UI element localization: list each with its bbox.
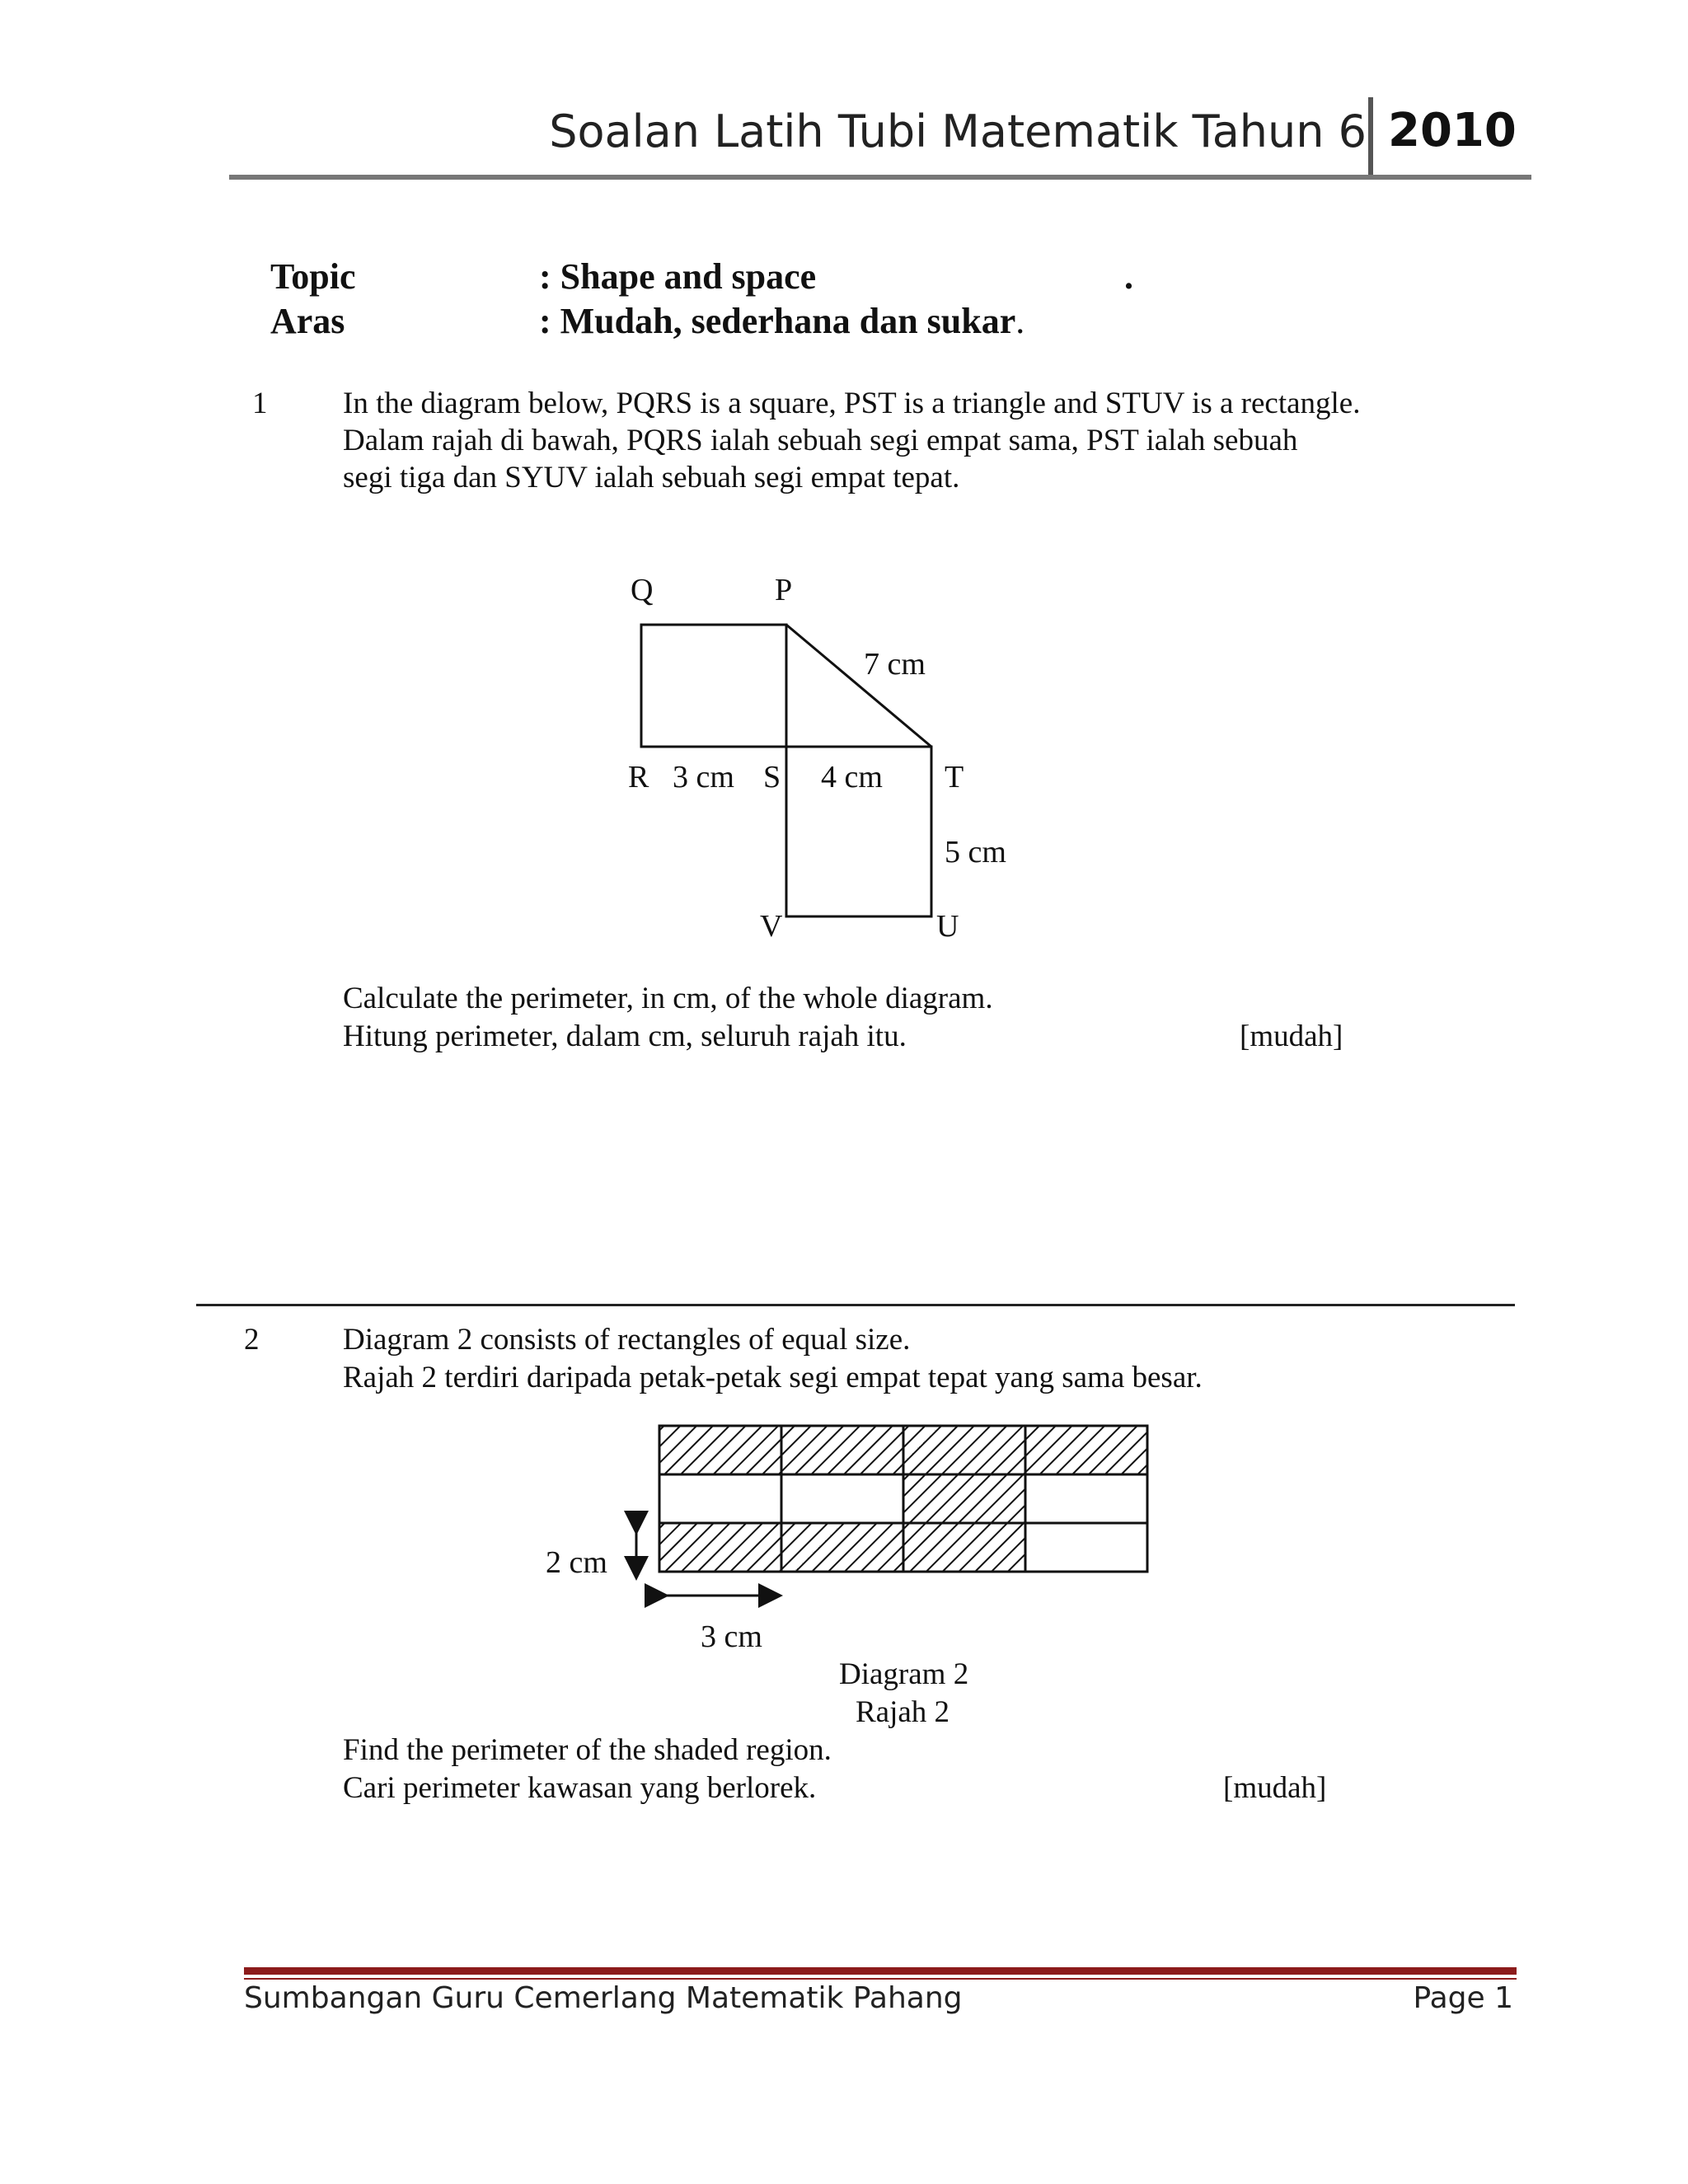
question-2-text-line-2: Rajah 2 terdiri daripada petak-petak segi empat tepat yang sama besar. [343, 1361, 1203, 1394]
height-label: 2 cm [546, 1545, 607, 1580]
level-dot: . [1015, 301, 1025, 341]
level-label: Aras [270, 301, 345, 341]
question-1-number: 1 [252, 387, 268, 420]
question-2-text-line-1: Diagram 2 consists of rectangles of equal size. [343, 1323, 911, 1357]
question-1-task-ms: Hitung perimeter, dalam cm, seluruh rajah itu. [343, 1019, 907, 1053]
grid-cell-shaded [903, 1426, 1025, 1474]
grid-cell-shaded [903, 1474, 1025, 1523]
grid-cell-shaded [659, 1426, 781, 1474]
length-pt-label: 7 cm [864, 647, 926, 682]
length-rs-label: 3 cm [673, 760, 734, 794]
vertex-t-label: T [945, 760, 964, 794]
grid-cell [1025, 1474, 1147, 1523]
question-2-task-en: Find the perimeter of the shaded region. [343, 1733, 832, 1767]
grid-cell [781, 1474, 903, 1523]
vertex-s-label: S [763, 760, 781, 794]
width-label: 3 cm [701, 1619, 762, 1654]
diagram-2-caption-en: Diagram 2 [839, 1657, 969, 1691]
footer-page-number: Page 1 [1413, 1981, 1513, 2015]
footer-rule-thin [244, 1978, 1517, 1980]
grid-cell-shaded [1025, 1426, 1147, 1474]
question-1-text-line-3: segi tiga dan SYUV ialah sebuah segi empat tepat. [343, 461, 960, 494]
page-header-year: 2010 [1388, 104, 1517, 157]
topic-label: Topic [270, 256, 356, 297]
grid-cell-shaded [659, 1523, 781, 1572]
rectangle-grid [659, 1426, 1147, 1572]
grid-cell-shaded [781, 1523, 903, 1572]
length-tu-label: 5 cm [945, 835, 1006, 869]
question-1-text-line-1: In the diagram below, PQRS is a square, PST is a triangle and STUV is a rectangle. [343, 387, 1361, 420]
vertex-v-label: V [760, 909, 783, 944]
grid-cell [1025, 1523, 1147, 1572]
page-header-title: Soalan Latih Tubi Matematik Tahun 6 [549, 105, 1367, 157]
vertex-q-label: Q [631, 573, 654, 607]
diagram-2-caption-ms: Rajah 2 [856, 1695, 950, 1729]
vertex-u-label: U [936, 909, 959, 944]
vertex-p-label: P [775, 573, 793, 607]
question-1-task-en: Calculate the perimeter, in cm, of the whole diagram. [343, 982, 993, 1015]
question-1-difficulty: [mudah] [1240, 1019, 1343, 1053]
question-1-text-line-2: Dalam rajah di bawah, PQRS ialah sebuah segi empat sama, PST ialah sebuah [343, 424, 1298, 457]
grid-cell-shaded [903, 1523, 1025, 1572]
topic-dot: . [1124, 256, 1133, 297]
grid-cell-shaded [781, 1426, 903, 1474]
question-2-number: 2 [244, 1323, 260, 1357]
grid-cell [659, 1474, 781, 1523]
length-st-label: 4 cm [821, 760, 883, 794]
question-2-difficulty: [mudah] [1223, 1771, 1327, 1805]
footer-credit: Sumbangan Guru Cemerlang Matematik Pahang [244, 1981, 963, 2015]
question-2-task-ms: Cari perimeter kawasan yang berlorek. [343, 1771, 817, 1805]
level-value-text: : Mudah, sederhana dan sukar [539, 301, 1016, 341]
topic-value: : Shape and space [539, 256, 817, 297]
footer-rule-thick [244, 1967, 1517, 1975]
vertex-r-label: R [628, 760, 649, 794]
